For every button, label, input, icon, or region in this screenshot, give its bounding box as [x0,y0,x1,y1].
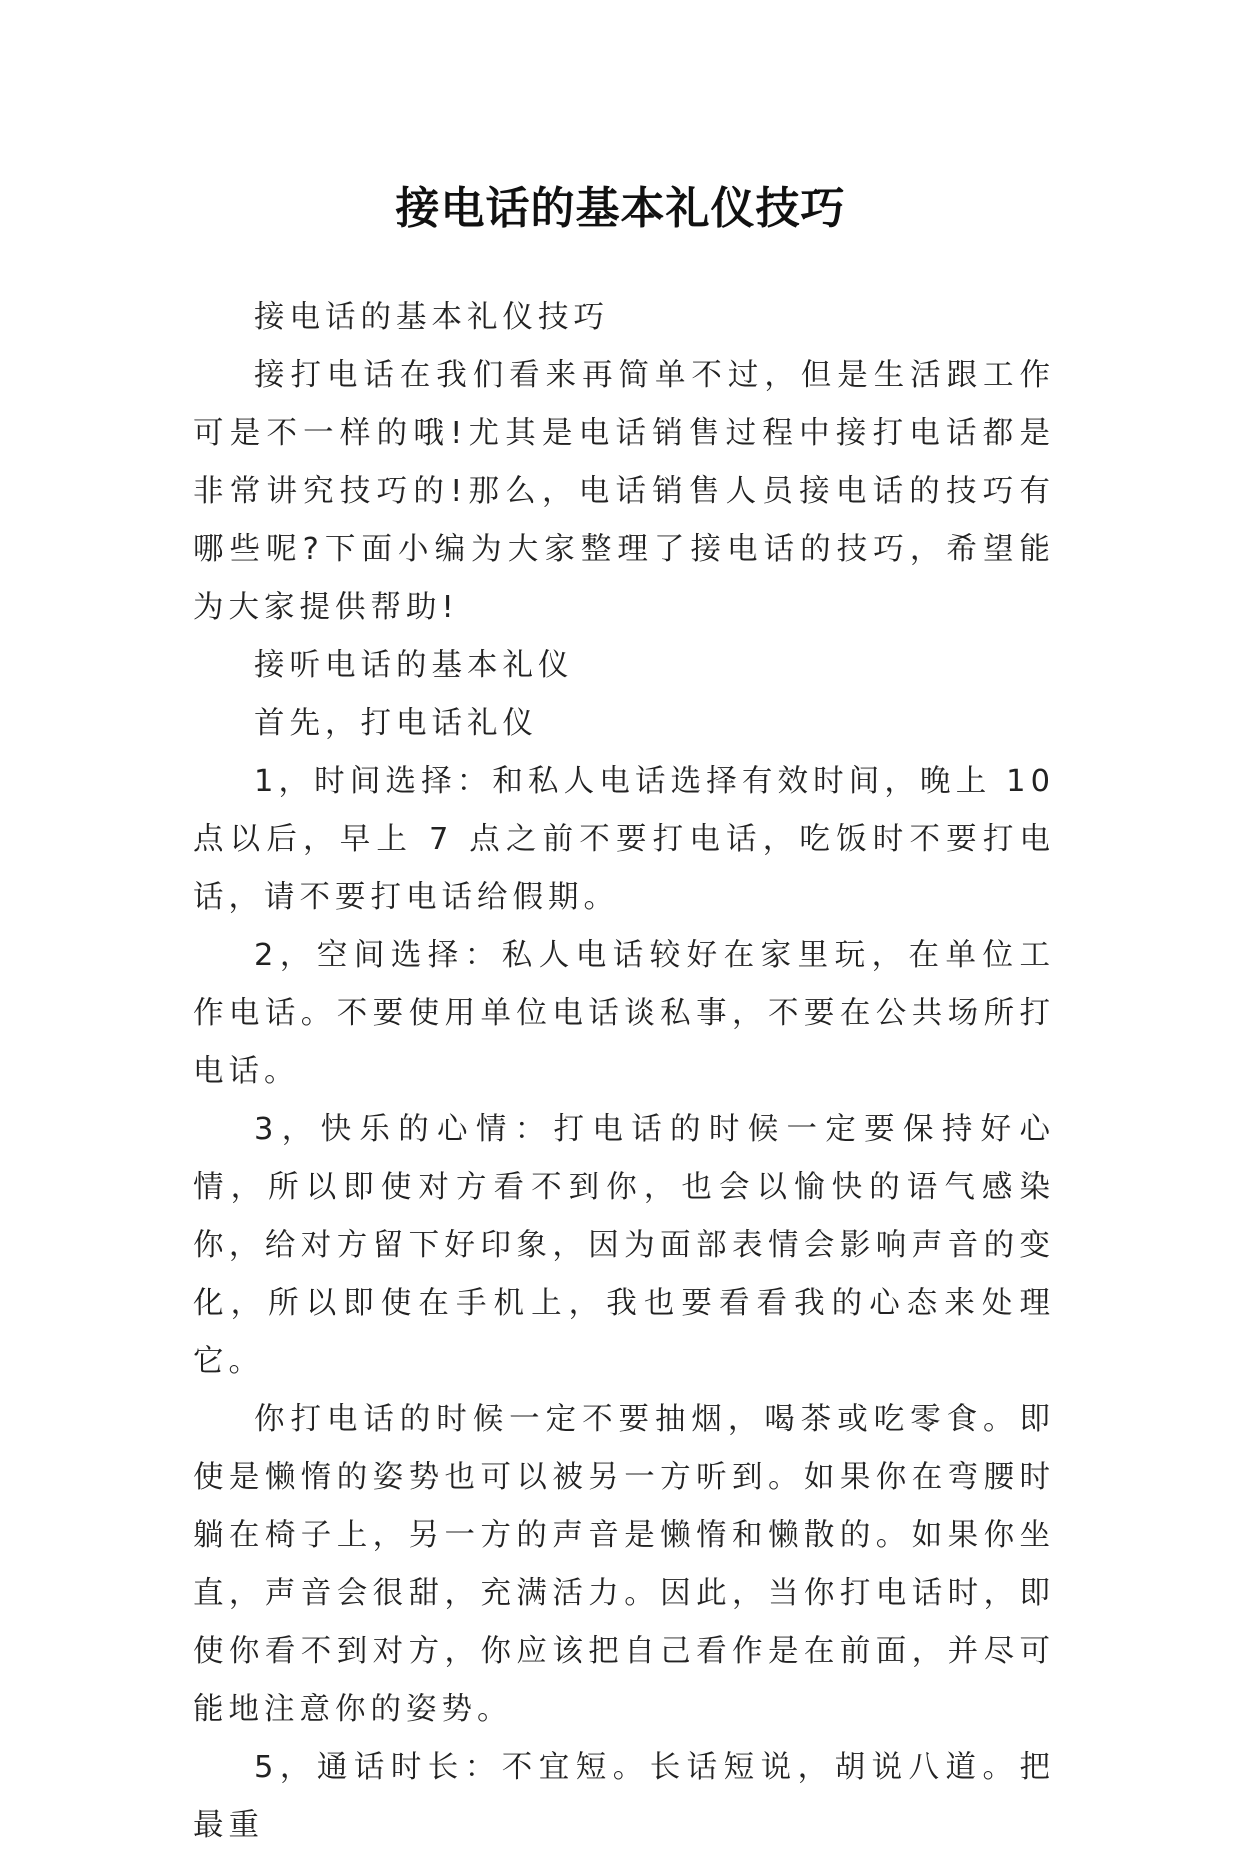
paragraph-subheading: 首先，打电话礼仪 [254,706,538,741]
paragraph-item-2: 2，空间选择：私人电话较好在家里玩，在单位工作电话。不要使用单位电话谈私事，不要在公共场所打电话。 [193,938,1055,1089]
paragraph-item-5: 5，通话时长：不宜短。长话短说，胡说八道。把最重 [193,1750,1055,1843]
paragraph-item-3: 3，快乐的心情：打电话的时候一定要保持好心情，所以即使对方看不到你，也会以愉快的语气感染你，给对方留下好印象，因为面部表情会影响声音的变化，所以即使在手机上，我也要看看我的心态来处理它。 [193,1112,1055,1379]
paragraph-subtitle: 接电话的基本礼仪技巧 [254,300,609,335]
paragraph-intro: 接打电话在我们看来再简单不过，但是生活跟工作可是不一样的哦!尤其是电话销售过程中接打电话都是非常讲究技巧的!那么，电话销售人员接电话的技巧有哪些呢?下面小编为大家整理了接电话的技巧，希望能为大家提供帮助! [193,358,1055,625]
page-title: 接电话的基本礼仪技巧 [395,183,846,235]
paragraph-posture: 你打电话的时候一定不要抽烟，喝茶或吃零食。即使是懒惰的姿势也可以被另一方听到。如果你在弯腰时躺在椅子上，另一方的声音是懒惰和懒散的。如果你坐直，声音会很甜，充满活力。因此，当你打电话时，即使你看不到对方，你应该把自己看作是在前面，并尽可能地注意你的姿势。 [193,1402,1055,1727]
document-body [193,289,1055,1855]
paragraph-section-heading: 接听电话的基本礼仪 [254,648,574,683]
paragraph-item-1: 1，时间选择：和私人电话选择有效时间，晚上 10 点以后，早上 7 点之前不要打电话，吃饭时不要打电话，请不要打电话给假期。 [193,764,1055,915]
